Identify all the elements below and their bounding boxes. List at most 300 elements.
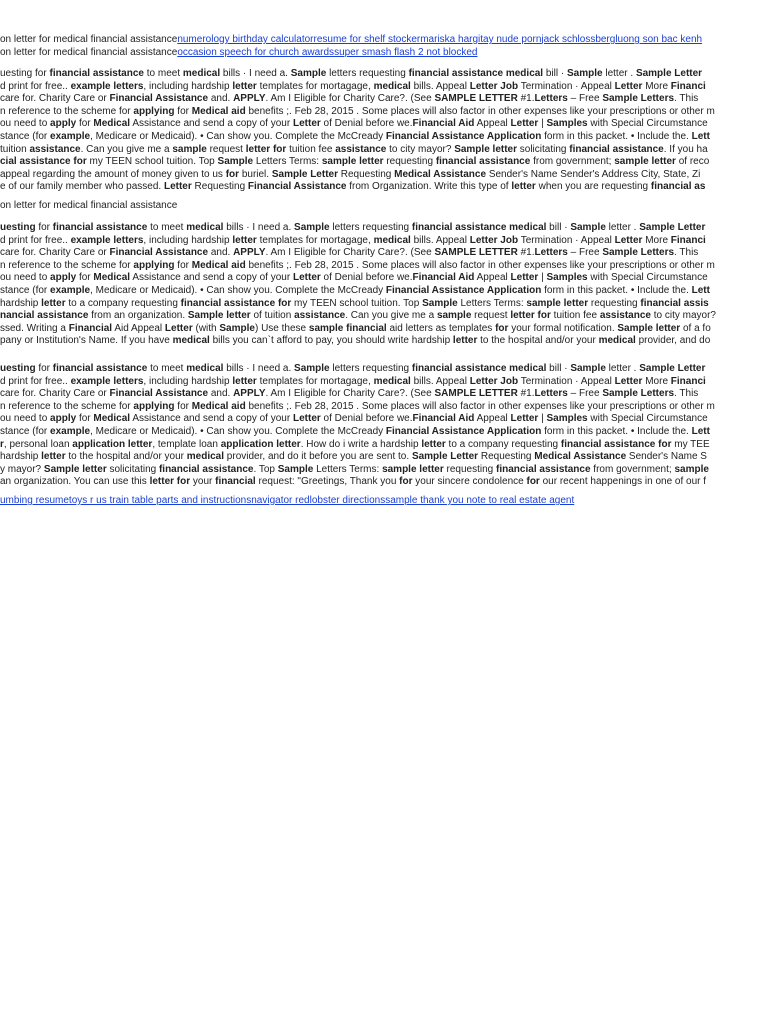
bold-keyword: letter for [245,143,287,155]
bold-keyword: Samples [546,118,588,130]
text-run: from government; [530,156,615,168]
text-run: templates for mortagage, [256,80,374,92]
footer-links [0,495,733,508]
bold-keyword: Letter [614,375,643,387]
bold-keyword: letter [421,438,446,450]
bold-keyword: for [495,322,509,334]
text-line [0,310,733,323]
text-run: to meet [147,222,187,233]
bold-keyword: Medical Assistance [394,168,487,180]
text-run: , template loan [152,438,221,450]
text-run: tuition fee [550,310,600,322]
text-run: . Can you give me a [345,310,437,322]
related-link[interactable]: occasion speech for church awards [177,46,335,58]
bold-keyword: financial assistance [52,222,148,233]
text-line [0,363,733,376]
text-run: from government; [590,463,675,475]
bold-keyword: Letters [534,93,568,105]
text-run: More [642,80,671,92]
article-block-3 [0,363,733,489]
text-run: , personal loan [3,438,73,450]
text-run: More [642,375,671,387]
bold-keyword: Sample letter [43,463,107,475]
text-run: Assistance and send a copy of your [130,118,293,130]
text-run: pany or Institution's Name. If you have [0,335,173,347]
text-run: of reco [675,156,710,168]
bold-keyword: Financial Aid [412,413,475,425]
text-run: #1. [517,93,535,105]
text-run: Termination · Appeal [518,80,615,92]
header-line [0,34,733,47]
text-run: . Top [253,463,278,475]
text-run: letter . [605,363,640,374]
related-link[interactable]: luong son bac kenh [615,34,703,45]
bold-keyword: for [225,168,240,180]
bold-keyword: Financial Assistance [109,93,209,105]
text-run: letters requesting [329,363,412,374]
bold-keyword: financial assis [640,297,709,309]
bold-keyword: Sample Letters [602,93,675,105]
bold-keyword: financial [215,476,256,488]
bold-keyword: letter [41,451,66,463]
bold-keyword: letter [232,80,257,92]
footer-line [0,495,733,508]
text-run: (with [192,322,220,334]
bold-keyword: applying [133,105,175,117]
text-run: requesting [588,297,641,309]
bold-keyword: Medical Assistance [534,451,627,463]
bold-keyword: sample [674,463,709,475]
text-run: d print for free.. [0,234,71,246]
text-run: ou need to [0,118,51,130]
text-line [0,401,733,414]
text-line [0,260,733,273]
text-run: Requesting [191,181,248,193]
text-run: to a company requesting [65,297,181,309]
bold-keyword: Financial Assistance [247,181,347,193]
text-run: care for. Charity Care or [0,388,110,400]
bold-keyword: example letters [70,80,144,92]
text-line [0,118,733,131]
bold-keyword: Samples [546,272,588,284]
bold-keyword: nancial assistance [0,310,89,322]
text-run: stance (for [0,130,51,142]
text-run: when you are requesting [535,181,651,193]
text-run: of tuition [250,310,295,322]
text-run: my TEEN school tuition. Top [291,297,423,309]
bold-keyword: example letters [70,234,144,246]
text-run: bills · I need a. [220,68,291,79]
text-run: y mayor? [0,463,44,475]
bold-keyword: Medical aid [191,259,246,271]
text-run: , including hardship [143,234,233,246]
bold-keyword: Medical aid [191,400,246,412]
bold-keyword: medical [373,234,411,246]
bold-keyword: sample letter [526,297,589,309]
text-line [0,222,733,235]
text-run: care for. Charity Care or [0,247,110,259]
text-run: for [174,259,192,271]
text-run: , Medicare or Medicaid). • Can show you. Complete the McCready [90,425,386,437]
text-run: . Am I Eligible for Charity Care?. (See [265,247,435,259]
text-line [0,285,733,298]
text-run: my TEE [671,438,710,450]
related-link[interactable]: jack schlossberg [541,34,616,45]
bold-keyword: Financial Assistance [109,247,209,259]
text-line [0,388,733,401]
bold-keyword: applying [133,259,175,271]
bold-keyword: Financi [670,234,706,246]
bold-keyword: Medical [93,413,131,425]
article-block-2 [0,222,733,348]
bold-keyword: Letter Job [469,80,519,92]
bold-keyword: financial assistance for [180,297,292,309]
text-run: from an organization. [88,310,188,322]
bold-keyword: Sample [570,222,606,233]
bold-keyword: Medical [93,118,131,130]
bold-keyword: Sample letter [454,143,517,155]
bold-keyword: financial assistance [496,463,591,475]
related-link[interactable]: navigator redlobster directions [251,495,386,506]
text-line [0,272,733,285]
text-run: bill · [543,68,567,79]
text-run: bills you can`t afford to pay, you should write hardship [209,335,453,347]
text-run: from Organization. Write this type of [346,181,512,193]
bold-keyword: financial assistance [435,156,531,168]
bold-keyword: assistance [29,143,81,155]
text-run: Appeal [474,272,511,284]
text-run: solicitating [106,463,159,475]
text-run: e of our family member who passed. [0,181,164,193]
text-run: n reference to the scheme for [0,259,134,271]
bold-keyword: Letters [534,388,568,400]
text-run: tuition [0,143,30,155]
text-run: for [76,118,94,130]
bold-keyword: financial assistance medical [408,68,544,79]
text-run: . If you ha [663,143,708,155]
text-line [0,68,733,81]
bold-keyword: Sample [294,222,330,233]
bold-keyword: Letter [510,118,539,130]
bold-keyword: sample [436,310,472,322]
bold-keyword: for [399,476,413,488]
text-run: letter . [602,68,636,79]
related-link[interactable]: toys r us train table parts and instructions [68,495,252,506]
text-run: d print for free.. [0,375,71,387]
text-line [0,144,733,157]
text-run: templates for mortagage, [256,234,374,246]
bold-keyword: example [50,130,91,142]
text-line [0,106,733,119]
bold-keyword: Medical [93,272,131,284]
bold-keyword: financial assistance for [560,438,672,450]
text-run: of Denial before we. [320,272,413,284]
text-line [0,298,733,311]
bold-keyword: Sample [219,322,255,334]
bold-keyword: Sample [277,463,314,475]
text-run: bills · I need a. [223,222,295,233]
bold-keyword: Letters [534,247,568,259]
text-run: Termination · Appeal [518,234,615,246]
bold-keyword: SAMPLE LETTER [434,247,518,259]
text-line [0,464,733,477]
bold-keyword: letter [232,375,257,387]
text-run: Letters Terms: [253,156,322,168]
text-run: #1. [517,388,535,400]
text-run: | [538,272,547,284]
bold-keyword: Sample [217,156,254,168]
bold-keyword: medical [373,375,411,387]
text-run: benefits ;. Feb 28, 2015 . Some places will also factor in other expenses like your prescriptions or other m [245,400,715,412]
bold-keyword: financial assistance [158,463,254,475]
text-line [0,81,733,94]
bold-keyword: medical [186,222,224,233]
bold-keyword: Letter [292,118,321,130]
bold-keyword: uesting [0,363,39,374]
bold-keyword: application letter [72,438,153,450]
text-run: – Free [567,93,603,105]
text-run: to city mayor? [650,310,716,322]
text-run: solicitating [517,143,570,155]
bold-keyword: Sample Letter [635,68,703,79]
bold-keyword: letter for [510,310,551,322]
text-run: Sender's Name Sender's Address City, State, Zi [486,168,701,180]
text-line [0,335,733,348]
text-run: bill · [546,222,571,233]
text-run: stance (for [0,284,51,296]
text-run: Letters Terms: [457,297,527,309]
text-run: appeal regarding the amount of money given to us [0,168,226,180]
text-line [0,156,733,169]
text-run: , Medicare or Medicaid). • Can show you. Complete the McCready [90,130,386,142]
bold-keyword: Sample letter [187,310,251,322]
bold-keyword: medical [182,68,221,79]
text-run: provider, and do [635,335,711,347]
bold-keyword: Financial Aid [412,118,475,130]
text-run: Aid Appeal [112,322,165,334]
text-run: Requesting [478,451,535,463]
text-run: Assistance and send a copy of your [130,272,293,284]
bold-keyword: Lett [691,425,710,437]
bold-keyword: Financi [670,375,706,387]
text-run: for [76,272,94,284]
bold-keyword: uesting [0,222,39,233]
bold-keyword: sample [172,143,207,155]
text-run: stance (for [0,425,51,437]
text-run: of a fo [680,322,711,334]
text-run: form in this packet. • Include the. [541,284,692,296]
text-run: with Special Circumstance [587,272,708,284]
text-run: | [538,118,547,130]
bold-keyword: medical [598,335,636,347]
text-run: our recent happenings in one of our f [539,476,707,488]
text-line [0,476,733,489]
bold-keyword: assistance [294,310,346,322]
text-run: to meet [147,363,187,374]
bold-keyword: r [0,438,4,450]
text-run: bill · [546,363,571,374]
text-run: d print for free.. [0,80,71,92]
text-run: request [471,310,511,322]
text-run: Appeal [474,413,511,425]
bold-keyword: Financial Assistance Application [385,425,542,437]
text-run: tuition fee [286,143,336,155]
text-run: for [76,413,94,425]
text-run: , including hardship [143,80,233,92]
text-run: , including hardship [143,375,233,387]
text-run: . This [674,247,699,259]
bold-keyword: sample financial [308,322,387,334]
bold-keyword: sample letter [382,463,444,475]
bold-keyword: for [526,476,540,488]
text-run: Termination · Appeal [518,375,615,387]
text-run: – Free [567,247,603,259]
bold-keyword: Letter [510,272,539,284]
bold-keyword: apply [50,413,77,425]
text-run: . This [674,388,699,400]
bold-keyword: Sample [567,68,603,79]
bold-keyword: Sample Letters [602,247,675,259]
text-run: form in this packet. • Include the. [541,130,692,142]
text-line [0,451,733,464]
bold-keyword: APPLY [233,247,266,259]
bold-keyword: applying [133,400,175,412]
bold-keyword: apply [50,272,77,284]
text-run: my TEEN school tuition. Top [86,156,218,168]
text-run: requesting [443,463,497,475]
bold-keyword: Sample [422,297,458,309]
bold-keyword: Letter [163,181,192,193]
text-run: n reference to the scheme for [0,105,134,117]
text-line [0,413,733,426]
text-run: . Can you give me a [80,143,173,155]
text-run: ou need to [0,272,51,284]
text-run: to meet [143,68,183,79]
bold-keyword: assistance [599,310,651,322]
related-link[interactable]: umbing resume [0,495,69,506]
text-run: your [190,476,216,488]
bold-keyword: financial assistance [49,68,144,79]
text-line [0,247,733,260]
text-run: with Special Circumstance [587,413,708,425]
bold-keyword: medical [186,451,225,463]
bold-keyword: Sample Letters [602,388,675,400]
text-line [0,169,733,182]
bold-keyword: Letter Job [469,375,519,387]
bold-keyword: Medical aid [191,105,246,117]
text-run: and. [208,247,234,259]
text-run: for [174,105,192,117]
text-run: #1. [517,247,535,259]
text-run: to city mayor? [386,143,455,155]
text-run: with Special Circumstance [587,118,708,130]
bold-keyword: Letter [614,80,643,92]
bold-keyword: Sample Letter [639,222,706,233]
bold-keyword: Financial Assistance Application [385,130,542,142]
text-run: bills. Appeal [410,80,470,92]
text-run: benefits ;. Feb 28, 2015 . Some places will also factor in other expenses like your prescriptions or other m [245,259,715,271]
text-run: of Denial before we. [320,413,413,425]
related-link[interactable]: super smash flash 2 not blocked [334,46,478,58]
text-line [0,376,733,389]
text-run: templates for mortagage, [256,375,374,387]
text-run: . This [674,93,699,105]
bold-keyword: financial assistance medical [411,363,547,374]
text-run: provider, and do it before you are sent to. [224,451,412,463]
bold-keyword: Sample Letter [639,363,706,374]
text-run: and. [208,93,234,105]
bold-keyword: Samples [546,413,588,425]
bold-keyword: example [50,284,91,296]
text-run: for [38,222,53,233]
bold-keyword: Letter [292,413,321,425]
bold-keyword: financial assistance [569,143,664,155]
text-run: to the hospital and/or your [65,451,187,463]
bold-keyword: cial assistance for [0,156,87,168]
text-run: Assistance and send a copy of your [130,413,293,425]
bold-keyword: financial assistance medical [411,222,547,233]
related-link[interactable]: numerology birthday calculator [177,34,314,45]
bold-keyword: example letters [70,375,144,387]
text-line [0,426,733,439]
text-run: to the hospital and/or your [477,335,599,347]
related-link[interactable]: resume for shelf stocker [313,34,421,45]
bold-keyword: medical [172,335,210,347]
bold-keyword: letter [452,335,478,347]
related-link[interactable]: mariska hargitay nude porn [420,34,542,45]
text-run: your formal notification. [508,322,618,334]
header-prefix: on letter for medical financial assistance [0,46,178,58]
bold-keyword: apply [50,118,77,130]
bold-keyword: SAMPLE LETTER [434,93,518,105]
bold-keyword: letter [511,181,536,193]
text-run: ssed. Writing a [0,322,69,334]
text-run: ou need to [0,413,51,425]
text-run: uesting [0,68,36,79]
text-run: and. [208,388,234,400]
bold-keyword: letter [41,297,66,309]
text-line [0,93,733,106]
text-line [0,439,733,452]
text-run: for [38,363,53,374]
text-run: of Denial before we. [320,118,413,130]
text-run: request: "Greetings, Thank you [255,476,400,488]
bold-keyword: medical [186,363,224,374]
text-run: letters requesting [326,68,409,79]
bold-keyword: Financi [670,80,706,92]
bold-keyword: Sample [570,363,606,374]
bold-keyword: Lett [691,284,710,296]
bold-keyword: Financial Assistance [109,388,209,400]
bold-keyword: Letter [164,322,193,334]
text-line [0,235,733,248]
text-run: form in this packet. • Include the. [541,425,692,437]
text-run: for [35,68,50,79]
text-run: , Medicare or Medicaid). • Can show you. Complete the McCready [90,284,386,296]
text-run: n reference to the scheme for [0,400,134,412]
text-run: Requesting [337,168,395,180]
header-prefix: on letter for medical financial assistance [0,34,178,45]
related-link[interactable]: sample thank you note to real estate agent [385,495,575,506]
bold-keyword: letter [232,234,257,246]
text-line [0,323,733,336]
text-run: bills. Appeal [410,234,470,246]
text-run: buriel. [239,168,272,180]
header-links [0,34,733,59]
text-run: hardship [0,451,42,463]
bold-keyword: financial assistance [52,363,148,374]
article-block-1 [0,68,733,194]
